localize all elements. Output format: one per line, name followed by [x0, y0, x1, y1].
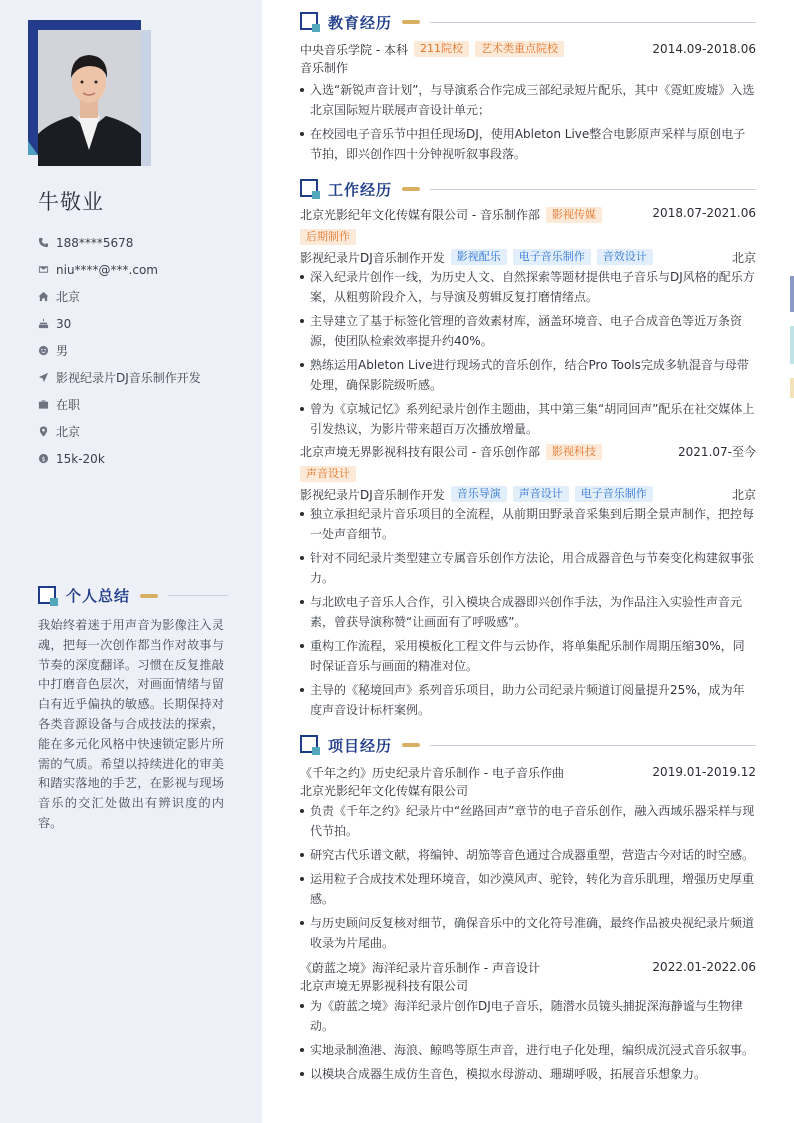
sidebar [0, 0, 262, 1123]
industry-tag: 影视传媒 [546, 207, 602, 223]
job-role: 影视纪录片DJ音乐制作开发 [300, 250, 445, 265]
info-phone-text: 188****5678 [56, 235, 134, 250]
list-item: 与历史顾问反复核对细节，确保音乐中的文化符号准确，最终作品被央视纪录片频道收录为片尾曲。 [300, 913, 756, 953]
section-square-icon [300, 12, 320, 32]
skill-tag: 音效设计 [597, 249, 653, 265]
info-residence [38, 283, 201, 310]
job-city: 北京 [731, 487, 756, 502]
project-title-row [300, 957, 756, 977]
list-item: 实地录制渔港、海浪、鲸鸣等原生声音，进行电子化处理，编织成沉浸式音乐叙事。 [300, 1040, 756, 1060]
list-item: 以模块合成器生成仿生音色，模拟水母游动、珊瑚呼吸，拓展音乐想象力。 [300, 1064, 756, 1084]
home-icon [38, 291, 56, 302]
education-section [300, 11, 756, 164]
project-company: 北京声境无界影视科技有限公司 [300, 979, 469, 993]
list-item: 重构工作流程，采用模板化工程文件与云协作，将单集配乐制作周期压缩30%，同时保证音乐与画面的精准对位。 [300, 636, 756, 676]
skill-tag: 音乐导演 [451, 486, 507, 502]
work-title: 工作经历 [328, 180, 393, 199]
education-row [300, 39, 756, 59]
project-bullets [300, 996, 756, 1084]
job-company-row [300, 443, 756, 482]
job-entry [300, 443, 756, 720]
gold-divider [402, 743, 420, 747]
info-salary [38, 445, 201, 472]
education-major: 音乐制作 [300, 61, 349, 75]
edge-accent-blue [790, 276, 794, 312]
summary-title: 个人总结 [66, 587, 131, 605]
photo-corner-accent [28, 141, 38, 155]
info-age [38, 310, 201, 337]
list-item: 运用粒子合成技术处理环境音，如沙漠风声、驼铃，转化为音乐肌理，增强历史厚重感。 [300, 869, 756, 909]
school-tag: 艺术类重点院校 [475, 41, 564, 57]
location-pin-icon [38, 426, 56, 437]
list-item: 在校园电子音乐节中担任现场DJ，使用Ableton Live整合电影原声采样与原创电子节拍，即兴创作四十分钟视听叙事段落。 [300, 124, 756, 164]
project-title-row [300, 762, 756, 782]
project-entry [300, 762, 756, 953]
section-square-icon [300, 179, 320, 199]
skill-tag: 电子音乐制作 [513, 249, 591, 265]
section-square-icon [300, 735, 320, 755]
project-date: 2022.01-2022.06 [652, 960, 756, 974]
education-header [300, 11, 756, 33]
list-item: 入选“新锐声音计划”，与导演系合作完成三部纪录短片配乐，其中《霓虹废墟》入选北京国际短片联展声音设计单元； [300, 80, 756, 120]
info-target-city-text: 北京 [56, 425, 81, 439]
header-rule [168, 595, 228, 596]
work-header [300, 178, 756, 200]
project-date: 2019.01-2019.12 [652, 765, 756, 779]
main-content [300, 11, 756, 1098]
cake-icon [38, 318, 56, 329]
school-tag: 211院校 [414, 41, 469, 57]
info-target-city [38, 418, 201, 445]
projects-section [300, 734, 756, 1084]
project-bullets [300, 801, 756, 953]
project-entry [300, 957, 756, 1084]
job-role: 影视纪录片DJ音乐制作开发 [300, 487, 445, 502]
section-square-icon [38, 586, 58, 606]
job-company: 北京光影纪年文化传媒有限公司 - 音乐制作部 [300, 208, 540, 222]
skill-tag: 影视配乐 [451, 249, 507, 265]
education-school: 中央音乐学院 - 本科 [300, 42, 408, 57]
info-target-position [38, 364, 201, 391]
list-item: 针对不同纪录片类型建立专属音乐创作方法论，用合成器音色与节奏变化构建叙事张力。 [300, 548, 756, 588]
mail-icon [38, 264, 56, 275]
info-email [38, 256, 201, 283]
summary-header [38, 585, 228, 606]
list-item: 为《蔚蓝之境》海洋纪录片创作DJ电子音乐，随潜水员镜头捕捉深海静谧与生物律动。 [300, 996, 756, 1036]
list-item: 主导的《秘境回声》系列音乐项目，助力公司纪录片频道订阅量提升25%，成为年度声音设计标杆案例。 [300, 680, 756, 720]
list-item: 负责《千年之约》纪录片中“丝路回声”章节的电子音乐创作，融入西域乐器采样与现代节拍。 [300, 801, 756, 841]
info-age-text: 30 [56, 316, 72, 331]
job-role-row [300, 247, 756, 267]
education-bullets [300, 80, 756, 164]
job-company: 北京声境无界影视科技有限公司 - 音乐创作部 [300, 445, 540, 459]
work-section [300, 178, 756, 720]
gold-divider [140, 594, 158, 598]
header-rule [430, 745, 756, 746]
list-item: 曾为《京城记忆》系列纪录片创作主题曲，其中第三集“胡同回声”配乐在社交媒体上引发热议，为影片带来超百万次播放增量。 [300, 399, 756, 439]
send-icon [38, 372, 56, 383]
info-gender [38, 337, 201, 364]
header-rule [430, 189, 756, 190]
job-date: 2021.07-至今 [678, 445, 756, 459]
education-date: 2014.09-2018.06 [652, 42, 756, 56]
info-gender-text: 男 [56, 344, 69, 358]
info-status [38, 391, 201, 418]
education-title: 教育经历 [328, 13, 393, 32]
job-bullets [300, 504, 756, 720]
job-role-row [300, 484, 756, 504]
job-city: 北京 [731, 250, 756, 265]
projects-title: 项目经历 [328, 736, 393, 755]
briefcase-icon [38, 399, 56, 410]
project-company: 北京光影纪年文化传媒有限公司 [300, 784, 469, 798]
list-item: 独立承担纪录片音乐项目的全流程，从前期田野录音采集到后期全景声制作，把控每一处声音细节。 [300, 504, 756, 544]
list-item: 研究古代乐谱文献，将编钟、胡笳等音色通过合成器重塑，营造古今对话的时空感。 [300, 845, 756, 865]
project-name: 《千年之约》历史纪录片音乐制作 - 电子音乐作曲 [300, 765, 564, 780]
list-item: 熟练运用Ableton Live进行现场式的音乐创作，结合Pro Tools完成多轨混音与母带处理，确保影院级听感。 [300, 355, 756, 395]
job-date: 2018.07-2021.06 [652, 206, 756, 220]
info-phone [38, 229, 201, 256]
avatar [38, 30, 141, 166]
salary-icon [38, 453, 56, 464]
industry-tag: 后期制作 [300, 229, 356, 245]
phone-icon [38, 237, 56, 248]
skill-tag: 电子音乐制作 [575, 486, 653, 502]
project-name: 《蔚蓝之境》海洋纪录片音乐制作 - 声音设计 [300, 960, 540, 975]
edge-accent-gold [790, 378, 794, 398]
info-residence-text: 北京 [56, 290, 81, 304]
edge-accent-teal [790, 326, 794, 364]
info-salary-text: 15k-20k [56, 451, 105, 466]
skill-tag: 声音设计 [513, 486, 569, 502]
info-email-text: niu****@***.com [56, 262, 158, 277]
projects-header [300, 734, 756, 756]
job-company-row [300, 206, 756, 245]
job-bullets [300, 267, 756, 439]
list-item: 深入纪录片创作一线，为历史人文、自然探索等题材提供电子音乐与DJ风格的配乐方案，从粗剪阶段介入，与导演及剪辑反复打磨情绪点。 [300, 267, 756, 307]
svg-text:$: $ [41, 454, 46, 463]
gold-divider [402, 20, 420, 24]
gender-icon [38, 345, 56, 356]
info-status-text: 在职 [56, 398, 81, 412]
summary-text: 我始终着迷于用声音为影像注入灵魂，把每一次创作都当作对故事与节奏的深度翻译。习惯在反复推敲中打磨音色层次，对画面情绪与留白有近乎偏执的敏感。长期保持对各类音源设备与合成技法的探索，能在多元化风格中快速锁定影片所需的气质。希望以持续进化的审美和踏实落地的手艺，在影视与现场音乐的交汇处做出有辨识度的内容。 [38, 618, 224, 830]
header-rule [430, 22, 756, 23]
industry-tag: 影视科技 [546, 444, 602, 460]
job-entry [300, 206, 756, 439]
gold-divider [402, 187, 420, 191]
list-item: 与北欧电子音乐人合作，引入模块合成器即兴创作手法，为作品注入实验性声音元素，曾获导演称赞“让画面有了呼吸感”。 [300, 592, 756, 632]
candidate-name: 牛敬业 [38, 190, 104, 214]
info-target-position-text: 影视纪录片DJ音乐制作开发 [56, 371, 201, 385]
industry-tag: 声音设计 [300, 466, 356, 482]
contact-info-list [38, 229, 201, 472]
list-item: 主导建立了基于标签化管理的音效素材库，涵盖环境音、电子合成音色等近万条资源，使团队检索效率提升约40%。 [300, 311, 756, 351]
